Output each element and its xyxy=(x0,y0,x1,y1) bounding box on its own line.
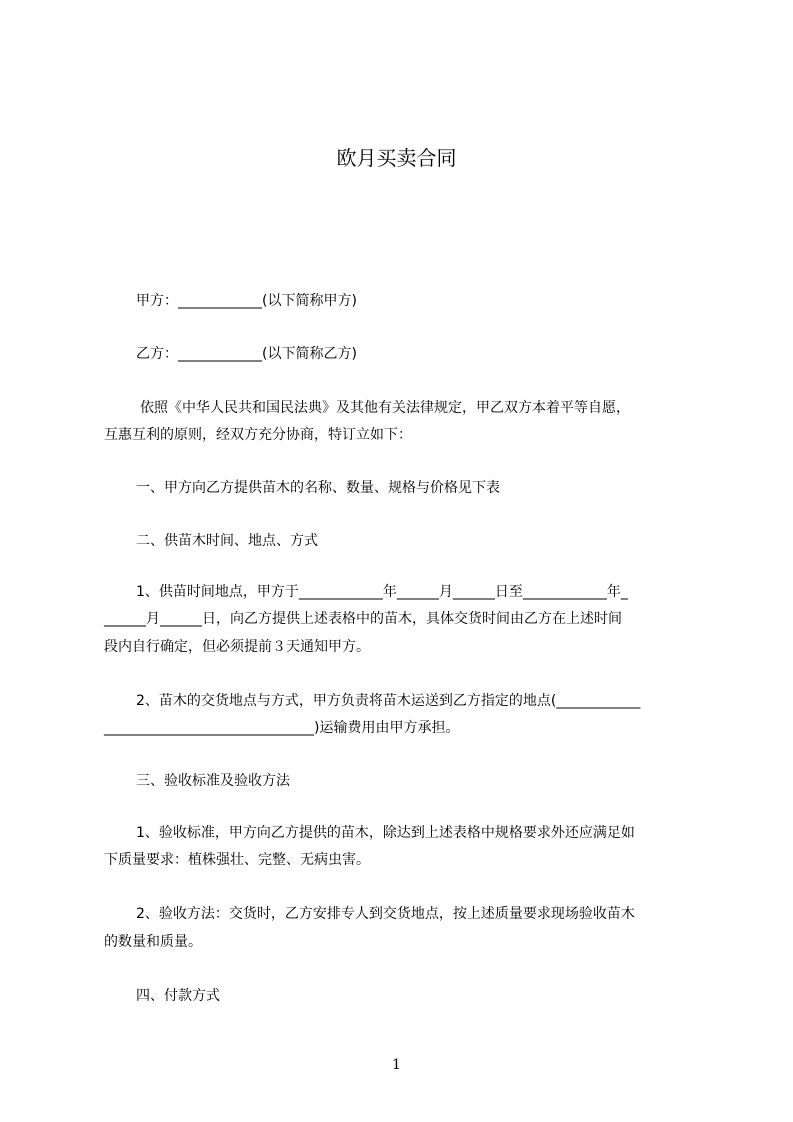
clause-2-1-line-3: 段内自行确定，但必须提前３天通知甲方。 xyxy=(104,639,370,655)
clause-2-2-line-2: ______________________________)运输费用由甲方承担。 xyxy=(104,720,460,736)
section-4-heading: 四、付款方式 xyxy=(136,988,220,1004)
clause-3-2-line-2: 的数量和质量。 xyxy=(104,934,202,950)
preamble-line-2: 互惠互利的原则，经双方充分协商，特订立如下： xyxy=(104,427,412,443)
preamble-line-1: 依照《中华人民共和国民法典》及其他有关法律规定，甲乙双方本着平等自愿， xyxy=(140,400,630,416)
document-title: 欧月买卖合同 xyxy=(336,146,457,170)
section-3-heading: 三、验收标准及验收方法 xyxy=(136,773,290,789)
clause-2-1-line-2: ______月______日，向乙方提供上述表格中的苗木，具体交货时间由乙方在上述时间 xyxy=(104,611,622,627)
page-number: 1 xyxy=(392,1057,401,1073)
clause-3-1-line-1: 1、验收标准，甲方向乙方提供的苗木，除达到上述表格中规格要求外还应满足如 xyxy=(136,825,635,841)
party-a-line: 甲方：____________(以下简称甲方) xyxy=(136,293,357,309)
clause-2-1-line-1: 1、供苗时间地点，甲方于____________年______月______日至____________年_ xyxy=(136,584,628,600)
section-2-heading: 二、供苗木时间、地点、方式 xyxy=(136,533,318,549)
clause-2-2-line-1: 2、苗木的交货地点与方式，甲方负责将苗木运送到乙方指定的地点(____________ xyxy=(136,693,641,709)
clause-3-1-line-2: 下质量要求：植株强壮、完整、无病虫害。 xyxy=(104,852,370,868)
section-1-heading: 一、甲方向乙方提供苗木的名称、数量、规格与价格见下表 xyxy=(136,480,500,496)
party-b-line: 乙方：____________(以下简称乙方) xyxy=(136,346,357,362)
clause-3-2-line-1: 2、验收方法：交货时，乙方安排专人到交货地点，按上述质量要求现场验收苗木 xyxy=(136,906,635,922)
